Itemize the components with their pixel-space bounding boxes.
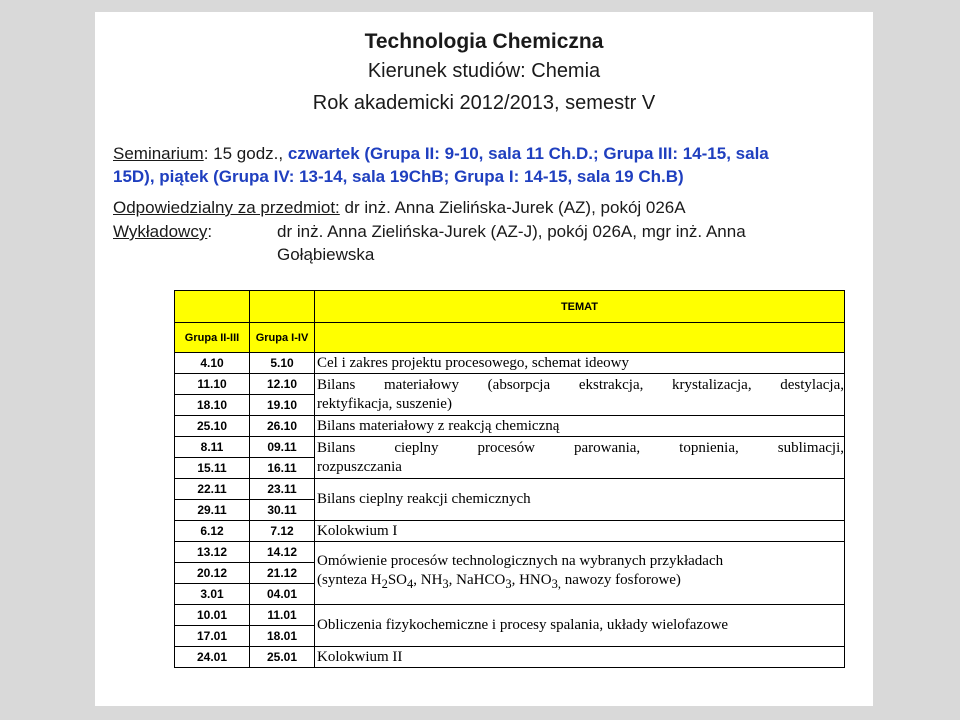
date-cell: 09.11 [250,437,315,458]
date-cell: 13.12 [175,542,250,563]
date-cell: 5.10 [250,353,315,374]
seminar-label: Seminarium [113,144,204,163]
date-cell: 04.01 [250,584,315,605]
topic-line: Bilans cieplny procesów parowania, topnienia, sublimacji, [317,439,844,456]
lecturers-colon: : [207,222,213,241]
date-cell: 25.10 [175,416,250,437]
date-cell: 12.10 [250,374,315,395]
formula-part: , NH [413,572,443,588]
topic-cell: Kolokwium II [315,647,845,668]
date-cell: 18.10 [175,395,250,416]
formula-part: , HNO [511,572,552,588]
topic-line: rektyfikacja, suszenie) [317,395,452,412]
lecturers-value-2: Gołąbiewska [277,245,375,264]
date-cell: 14.12 [250,542,315,563]
date-cell: 26.10 [250,416,315,437]
date-cell: 4.10 [175,353,250,374]
formula-sub: 3, [551,577,561,591]
table-title: TEMAT [315,291,845,323]
lecturers-value-1: dr inż. Anna Zielińska-Jurek (AZ-J), pokój 026A, mgr inż. Anna [277,222,746,241]
table-row [175,605,845,626]
table-row [175,479,845,500]
topic-cell: Bilans cieplny reakcji chemicznych [315,479,845,521]
document-page [95,12,873,706]
responsible-info [113,196,873,219]
table-row [175,437,845,458]
topic-line: Omówienie procesów technologicznych na wybranych przykładach [317,553,724,569]
lecturers-value [277,220,867,266]
topic-cell [315,542,845,605]
date-cell: 21.12 [250,563,315,584]
topic-cell: Kolokwium I [315,521,845,542]
seminar-info [113,142,873,188]
topic-cell [315,374,845,416]
date-cell: 15.11 [175,458,250,479]
seminar-schedule-1: czwartek (Grupa II: 9-10, sala 11 Ch.D.; Grupa III: 14-15, sala [287,144,769,163]
table-row [175,647,845,668]
date-cell: 17.01 [175,626,250,647]
date-cell: 3.01 [175,584,250,605]
table-row [175,416,845,437]
formula-sub: 2 [381,577,388,591]
formula-sub: 3 [505,577,512,591]
topic-cell: Bilans materiałowy z reakcją chemiczną [315,416,845,437]
table-row [175,353,845,374]
table-row [175,521,845,542]
col-header-group-1-4: Grupa I-IV [250,323,315,353]
formula-sub: 3 [442,577,449,591]
date-cell: 10.01 [175,605,250,626]
date-cell: 6.12 [175,521,250,542]
formula-sub: 4 [407,577,414,591]
topic-line: rozpuszczania [317,458,402,475]
document-title: Technologia Chemiczna [364,30,604,53]
date-cell: 20.12 [175,563,250,584]
date-cell: 8.11 [175,437,250,458]
responsible-label: Odpowiedzialny za przedmiot: [113,198,340,217]
seminar-schedule-2: 15D), piątek (Grupa IV: 13-14, sala 19ChB; Grupa I: 14-15, sala 19 Ch.B) [113,167,684,186]
date-cell: 19.10 [250,395,315,416]
table-row [175,542,845,563]
academic-year: Rok akademicki 2012/2013, semestr V [312,92,656,114]
document-subtitle: Kierunek studiów: Chemia [367,60,601,82]
date-cell: 23.11 [250,479,315,500]
lecturers-label: Wykładowcy [113,222,208,241]
topic-cell: Cel i zakres projektu procesowego, schemat ideowy [315,353,845,374]
date-cell: 11.10 [175,374,250,395]
date-cell: 18.01 [250,626,315,647]
formula-part: nawozy fosforowe) [560,572,681,588]
table-title-row [175,291,845,323]
seminar-hours: : 15 godz., [203,144,288,163]
formula-part: (synteza H [317,572,382,588]
schedule-table [174,290,845,668]
date-cell: 11.01 [250,605,315,626]
date-cell: 22.11 [175,479,250,500]
formula-part: , NaHCO [448,572,506,588]
topic-cell [315,437,845,479]
date-cell: 25.01 [250,647,315,668]
responsible-value: dr inż. Anna Zielińska-Jurek (AZ), pokój 026A [339,198,686,217]
date-cell: 7.12 [250,521,315,542]
table-header-row [175,323,845,353]
topic-line: Bilans materiałowy (absorpcja ekstrakcja, krystalizacja, destylacja, [317,376,844,393]
date-cell: 16.11 [250,458,315,479]
topic-line-formula [317,571,844,594]
date-cell: 29.11 [175,500,250,521]
formula-part: SO [387,572,407,588]
col-header-group-2-3: Grupa II-III [175,323,250,353]
date-cell: 24.01 [175,647,250,668]
topic-cell: Obliczenia fizykochemiczne i procesy spalania, układy wielofazowe [315,605,845,647]
date-cell: 30.11 [250,500,315,521]
table-row [175,374,845,395]
